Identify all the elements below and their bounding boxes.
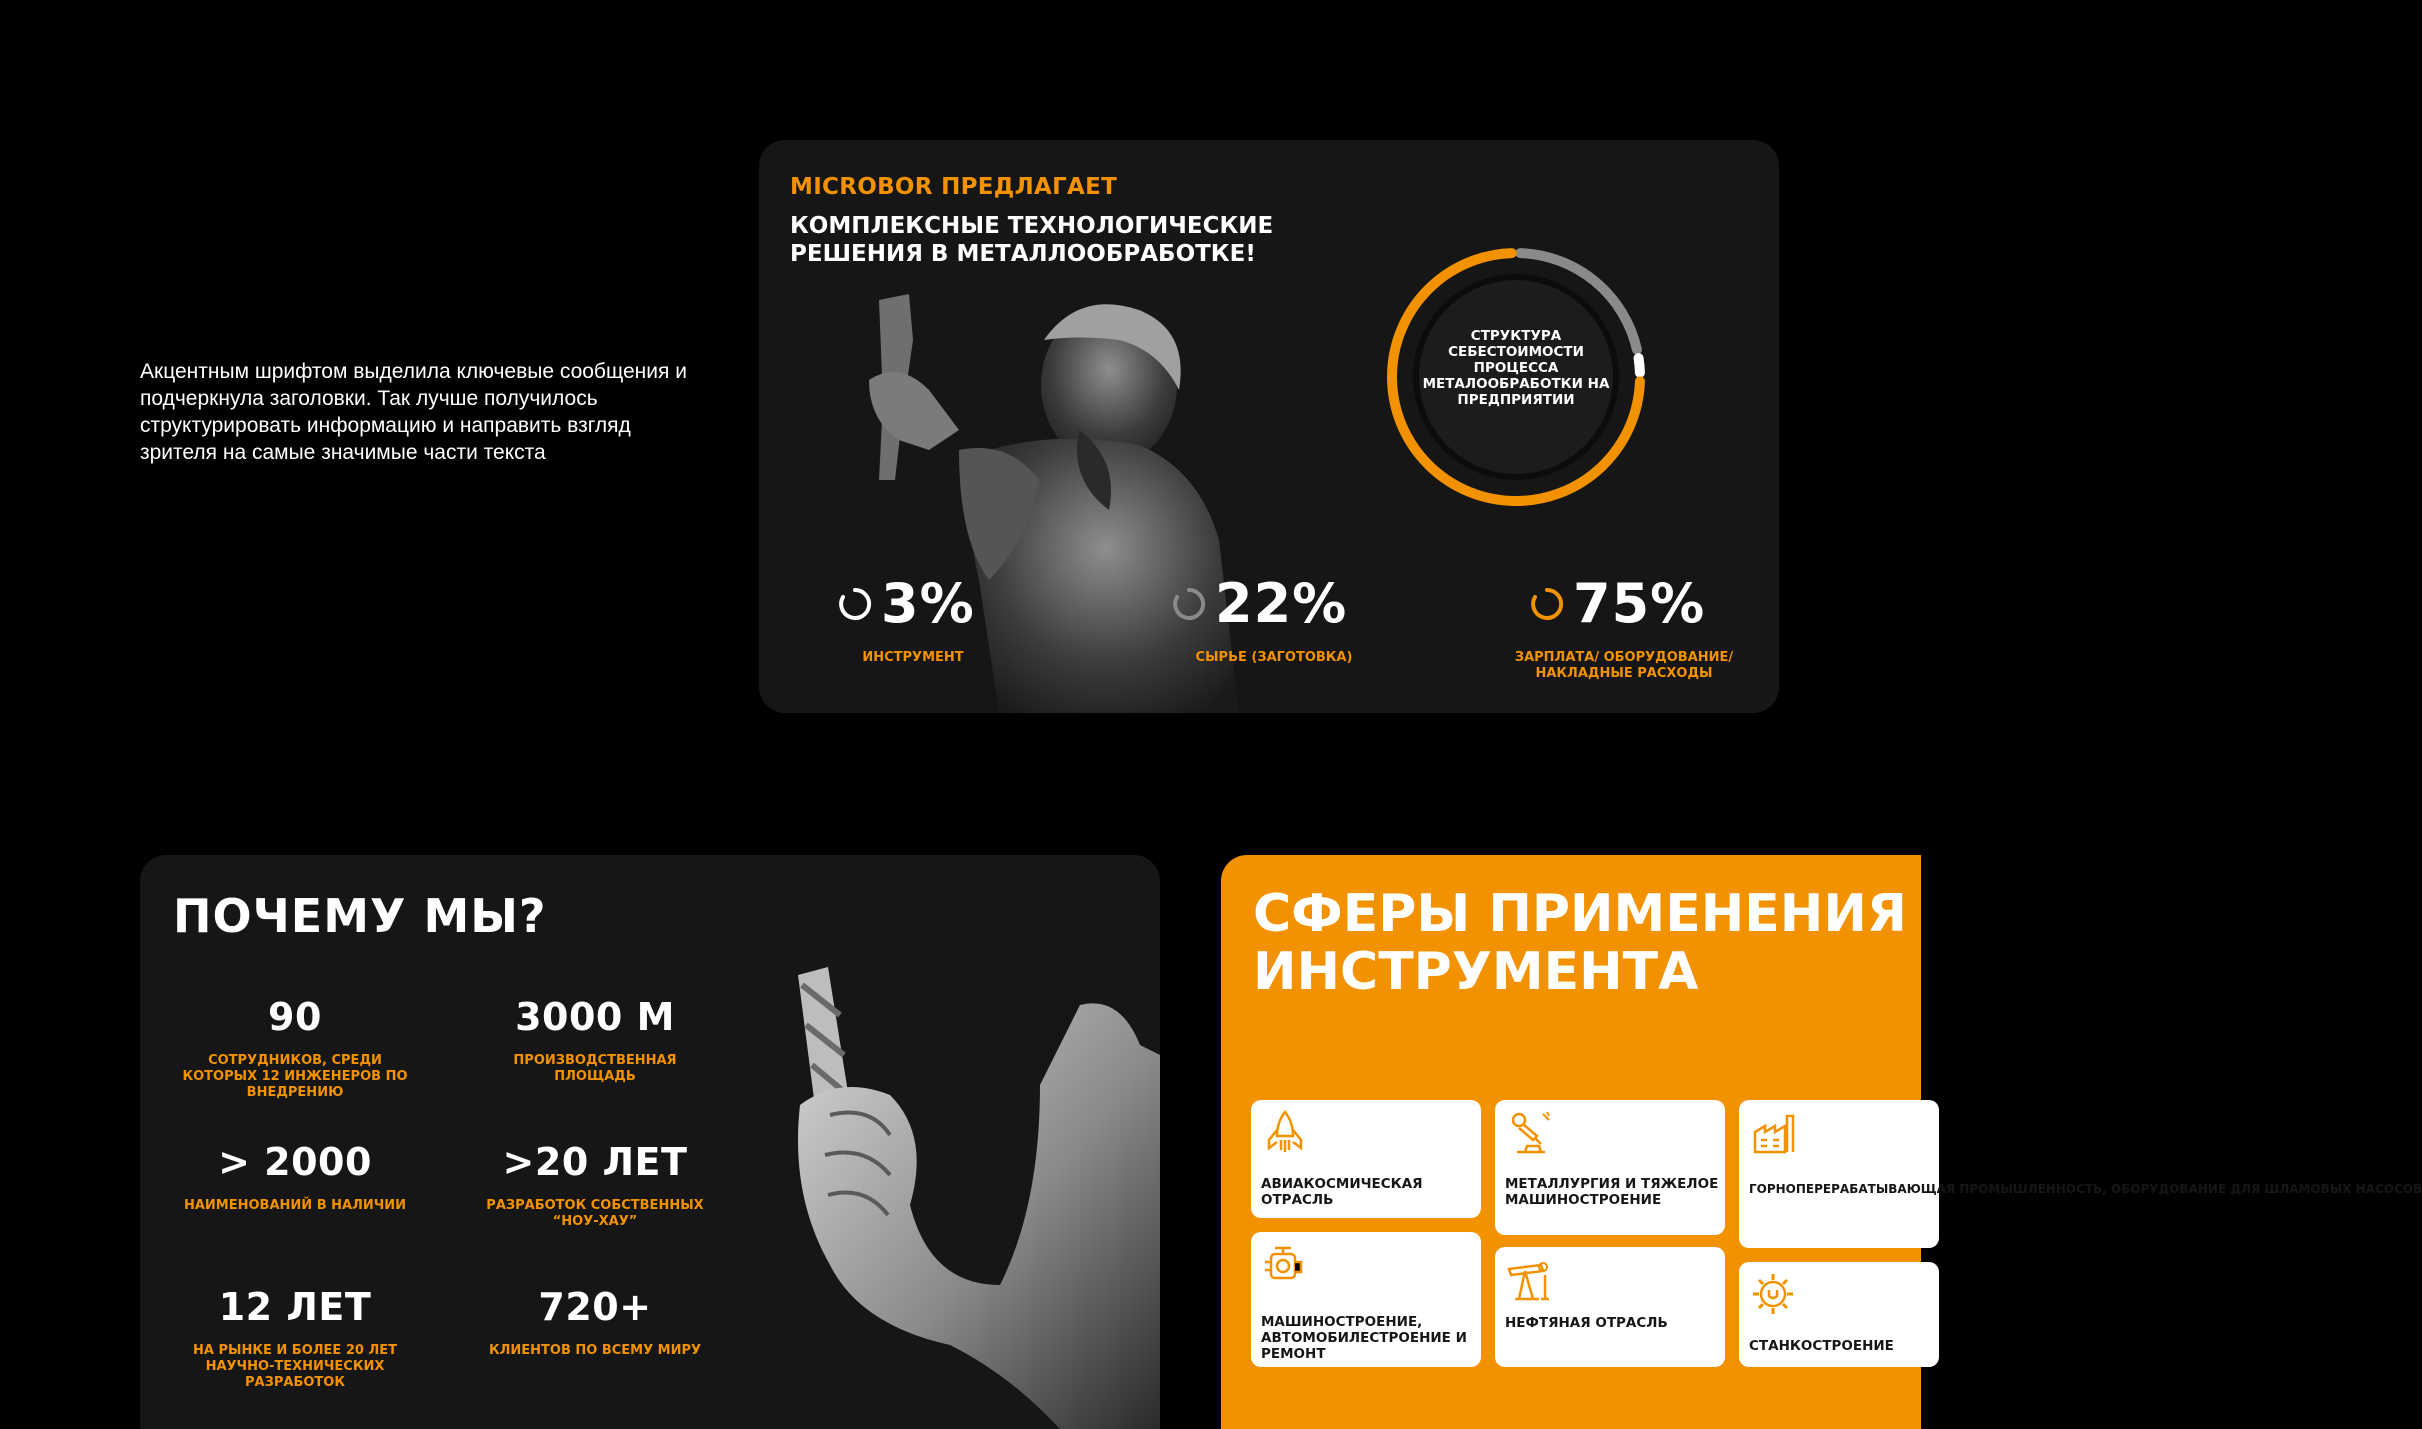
hand-drill-statue-image (740, 905, 1160, 1429)
fact-number: > 2000 (218, 1140, 372, 1184)
industry-tile-aerospace[interactable] (1251, 1100, 1481, 1218)
industry-tile-oil[interactable] (1495, 1247, 1725, 1367)
fact-number: 12 ЛЕТ (218, 1285, 372, 1329)
cost-structure-donut (1371, 232, 1661, 522)
engine-icon (1261, 1240, 1309, 1288)
fact-years (180, 1285, 410, 1391)
industry-label: МЕТАЛЛУРГИЯ И ТЯЖЕЛОЕ МАШИНОСТРОЕНИЕ (1505, 1176, 1719, 1208)
industry-label: АВИАКОСМИЧЕСКАЯ ОТРАСЛЬ (1261, 1176, 1423, 1208)
fact-description: КЛИЕНТОВ ПО ВСЕМУ МИРУ (488, 1343, 702, 1358)
industry-tile-machine-tools[interactable] (1739, 1262, 1939, 1367)
industries-card (1221, 855, 2422, 1429)
fact-description: СОТРУДНИКОВ, СРЕДИ КОТОРЫХ 12 ИНЖЕНЕРОВ ПО ВНЕДРЕНИЮ (182, 1053, 408, 1100)
industry-tile-mining[interactable] (1739, 1100, 2422, 1248)
stat-label: ИНСТРУМЕНТ (862, 650, 964, 665)
fact-number: 3000 М (515, 995, 675, 1039)
fact-description: ПРОИЗВОДСТВЕННАЯ ПЛОЩАДЬ (513, 1053, 677, 1084)
oil-pump-icon (1505, 1255, 1553, 1303)
stat-value: 22% (1215, 572, 1348, 635)
offer-card (759, 140, 1779, 713)
stat-value: 75% (1573, 572, 1706, 635)
gear-icon (1749, 1270, 1797, 1318)
offer-kicker: MICROBOR ПРЕДЛАГАЕТ (790, 174, 1118, 200)
stat-value: 3% (881, 572, 975, 635)
why-us-title: ПОЧЕМУ МЫ? (173, 889, 547, 943)
offer-title: КОМПЛЕКСНЫЕ ТЕХНОЛОГИЧЕСКИЕ РЕШЕНИЯ В МЕТАЛЛООБРАБОТКЕ! (790, 213, 1274, 267)
caption-text: Акцентным шрифтом выделила ключевые сообщения и подчеркнула заголовки. Так лучше получилось структурировать информацию и направить взгляд зрителя на самые значимые части текста (140, 360, 687, 464)
stat-tools (837, 572, 975, 635)
robot-arm-icon (1505, 1108, 1553, 1156)
industry-label: СТАНКОСТРОЕНИЕ (1749, 1338, 1894, 1354)
donut-center-text: СТРУКТУРА СЕБЕСТОИМОСТИ ПРОЦЕССА МЕТАЛООБРАБОТКИ НА ПРЕДПРИЯТИИ (1422, 328, 1610, 408)
industry-label: ГОРНОПЕРЕРАБАТЫВАЮЩАЯ ПРОМЫШЛЕННОСТЬ, ОБОРУДОВАНИЕ ДЛЯ ШЛАМОВЫХ НАСОСОВ (1749, 1182, 2422, 1196)
fact-number: 90 (268, 995, 322, 1039)
why-us-card (140, 855, 1160, 1429)
industry-label: МАШИНОСТРОЕНИЕ, АВТОМОБИЛЕСТРОЕНИЕ И РЕМОНТ (1261, 1314, 1467, 1362)
progress-ring-icon (1529, 586, 1565, 622)
factory-icon (1749, 1108, 1797, 1156)
apollo-statue-image (839, 280, 1259, 713)
rocket-icon (1261, 1108, 1309, 1156)
industries-title: СФЕРЫ ПРИМЕНЕНИЯ ИНСТРУМЕНТА (1253, 884, 1907, 1002)
industry-tile-machinery[interactable] (1251, 1232, 1481, 1367)
donut-slice (1639, 358, 1640, 373)
industry-tile-metallurgy[interactable] (1495, 1100, 1725, 1235)
fact-number: >20 ЛЕТ (502, 1140, 688, 1184)
stat-salary-equipment (1529, 572, 1705, 635)
fact-know-how (480, 1140, 710, 1230)
stat-label: СЫРЬЕ (ЗАГОТОВКА) (1195, 650, 1353, 665)
fact-number: 720+ (538, 1285, 652, 1329)
progress-ring-icon (837, 586, 873, 622)
fact-description: НАИМЕНОВАНИЙ В НАЛИЧИИ (183, 1198, 407, 1213)
fact-description: РАЗРАБОТОК СОБСТВЕННЫХ “НОУ-ХАУ” (486, 1198, 704, 1229)
progress-ring-icon (1171, 586, 1207, 622)
fact-description: НА РЫНКЕ И БОЛЕЕ 20 ЛЕТ НАУЧНО-ТЕХНИЧЕСКИХ РАЗРАБОТОК (193, 1343, 397, 1390)
fact-items (180, 1140, 410, 1214)
stat-label: ЗАРПЛАТА/ ОБОРУДОВАНИЕ/ НАКЛАДНЫЕ РАСХОДЫ (1514, 650, 1734, 681)
fact-area (480, 995, 710, 1085)
stat-raw-material (1171, 572, 1347, 635)
industry-label: НЕФТЯНАЯ ОТРАСЛЬ (1505, 1315, 1668, 1331)
fact-employees (180, 995, 410, 1101)
fact-clients (480, 1285, 710, 1359)
